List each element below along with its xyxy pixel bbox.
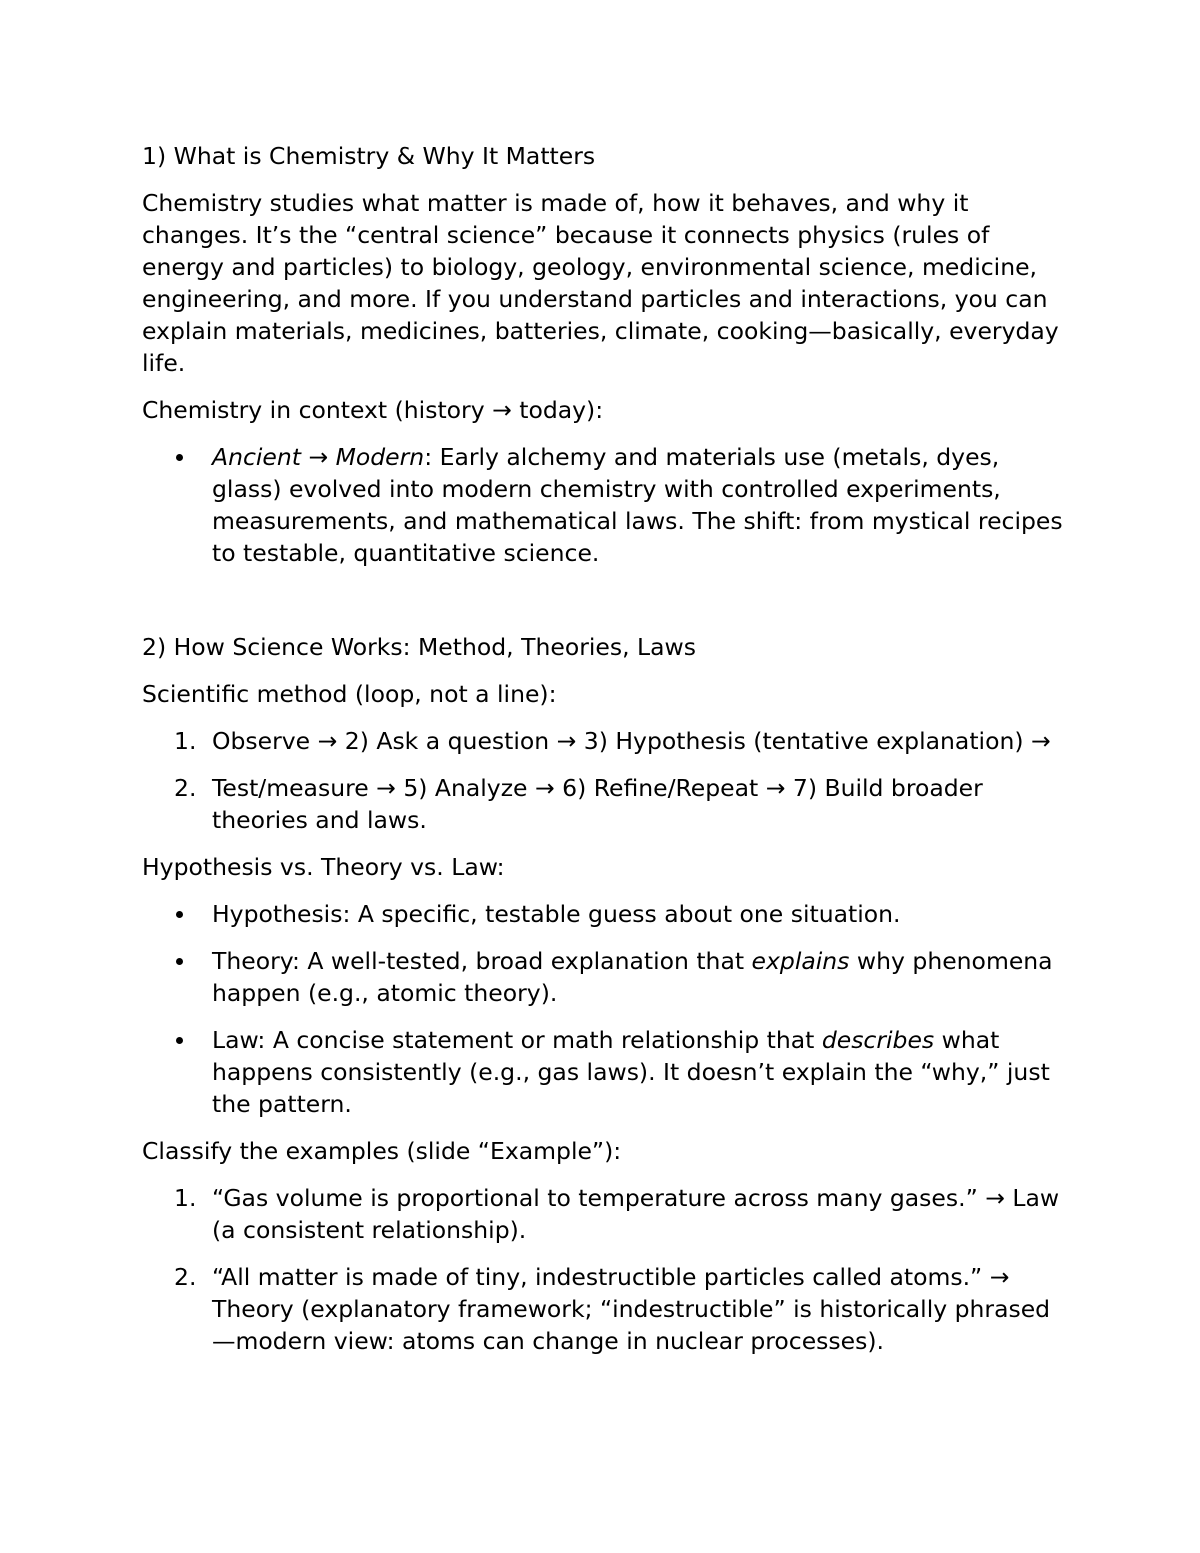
compare-text: Law: A concise statement or math relationship that [212, 1026, 822, 1054]
examples-list [142, 1182, 1072, 1357]
method-label: Scientific method (loop, not a line): [142, 680, 557, 708]
bullet-text: : Early alchemy and materials use (metals, dyes, glass) evolved into modern chemistry with controlled experiments, measurements, and mathematical laws. The shift: from mystical recipes to testable, quantitative science. [212, 443, 1063, 567]
section-1-intro: Chemistry studies what matter is made of, how it behaves, and why it changes. It’s the “central science” because it connects physics (rules of energy and particles) to biology, geology, environmental science, medicine, engineering, and more. If you understand particles and interactions, you can explain materials, medicines, batteries, climate, cooking—basically, everyday life. [142, 189, 1059, 377]
list-item [174, 772, 1072, 836]
list-item [212, 441, 1072, 569]
list-number: 1. [174, 727, 197, 755]
compare-text-after: why phenomena happen (e.g., atomic theory). [212, 947, 1053, 1007]
example-text: “Gas volume is proportional to temperature across many gases.” → Law (a consistent relationship). [212, 1184, 1060, 1244]
list-item [174, 725, 1072, 757]
list-item [212, 898, 1072, 930]
list-number: 2. [174, 1263, 197, 1291]
document-body [142, 140, 1072, 1372]
example-text: “All matter is made of tiny, indestructible particles called atoms.” → Theory (explanatory framework; “indestructible” is historically phrased—modern view: atoms can change in nuclear processes). [212, 1263, 1051, 1355]
list-item [212, 945, 1072, 1009]
compare-text: Theory: A well-tested, broad explanation that [212, 947, 752, 975]
method-steps-list [142, 725, 1072, 836]
classify-label: Classify the examples (slide “Example”): [142, 1137, 622, 1165]
method-step-text: Observe → 2) Ask a question → 3) Hypothesis (tentative explanation) → [212, 727, 1051, 755]
list-item [174, 1261, 1072, 1357]
context-label: Chemistry in context (history → today): [142, 396, 604, 424]
compare-emphasis: explains [751, 947, 850, 975]
section-1-heading: 1) What is Chemistry & Why It Matters [142, 142, 596, 170]
list-item [174, 1182, 1072, 1246]
context-bullet-list [142, 441, 1072, 569]
section-2-heading: 2) How Science Works: Method, Theories, Laws [142, 633, 696, 661]
compare-text-after: what happens consistently (e.g., gas laws). It doesn’t explain the “why,” just the pattern. [212, 1026, 1050, 1118]
list-number: 2. [174, 774, 197, 802]
list-number: 1. [174, 1184, 197, 1212]
compare-label: Hypothesis vs. Theory vs. Law: [142, 853, 505, 881]
method-step-text: Test/measure → 5) Analyze → 6) Refine/Repeat → 7) Build broader theories and laws. [212, 774, 983, 834]
compare-bullet-list [142, 898, 1072, 1120]
bullet-title: Ancient → Modern [212, 443, 425, 471]
compare-emphasis: describes [821, 1026, 935, 1054]
compare-text: Hypothesis: A specific, testable guess about one situation. [212, 900, 901, 928]
list-item [212, 1024, 1072, 1120]
section-spacer [142, 584, 1072, 631]
